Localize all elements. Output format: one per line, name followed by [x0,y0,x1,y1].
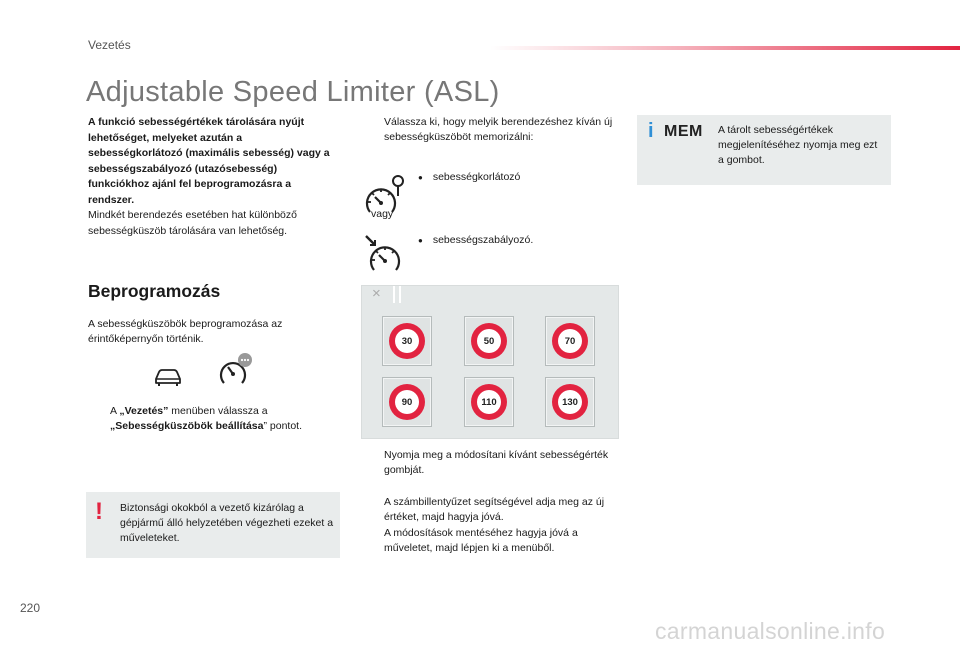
step-select-device: Válassza ki, hogy melyik berendezéshez kíván új sebességküszöböt memorizálni: [362,115,622,145]
screen-divider [393,286,395,303]
info-icon: i [648,120,654,142]
step-press-button: Nyomja meg a módosítani kívánt sebességérték gombját. [362,448,612,478]
warning-text: Biztonsági okokból a vezető kizárólag a gépjármű álló helyzetében végezheti ezeket a műveleteket. [120,502,334,544]
step-save: A módosítások mentéséhez hagyja jóvá a műveletet, majd lépjen ki a menüből. [362,526,617,556]
speed-sign-icon: 50 [471,323,507,359]
cruise-control-icon [364,228,408,272]
screen-divider [399,286,401,303]
programming-paragraph: A sebességküszöbök beprogramozása az érintőképernyőn történik. [88,318,283,345]
speed-button-90[interactable] [382,377,432,427]
section-label: Vezetés [88,38,131,52]
mem-info-text: A tárolt sebességértékek megjelenítéséhez nyomja meg ezt a gombot. [718,124,878,166]
intro-text: Mindkét berendezés esetében hat különböző sebességküszöb tárolására van lehetőség. [88,209,297,237]
touchscreen-mockup [361,285,619,439]
speed-sign-icon: 110 [471,384,507,420]
bullet-icon [362,495,384,525]
bullet-icon [362,526,384,556]
mem-button-label: MEM [664,123,703,140]
mem-info-box [637,115,891,185]
watermark: carmanualsonline.info [655,618,886,644]
screen-topbar [362,286,618,303]
speed-button-70[interactable] [545,316,595,366]
car-icon [153,367,183,387]
speed-button-50[interactable] [464,316,514,366]
speed-settings-icon [219,352,255,386]
speed-sign-icon: 70 [552,323,588,359]
or-text: vagy [371,208,394,220]
option-limiter: ● sebességkorlátozó [418,171,521,183]
close-icon[interactable]: × [372,285,381,302]
intro-paragraph [88,115,338,239]
speed-button-130[interactable] [545,377,595,427]
intro-bold: A funkció sebességértékek tárolására nyújt lehetőséget, melyeket azután a sebességkorlátozó (maximális sebesség) vagy a sebességszabályozó (utazósebesség) funkciókhoz ajánl fel beprogramozásra a rendszer. [88,116,330,206]
bullet-icon [88,404,110,434]
option-cruise: ● sebességszabályozó. [418,234,534,246]
header-gradient-line [490,46,960,50]
speed-button-30[interactable] [382,316,432,366]
bullet-icon [362,115,384,145]
speed-sign-icon: 130 [552,384,588,420]
section-heading: Beprogramozás [88,281,221,301]
step-keypad: A számbillentyűzet segítségével adja meg az új értéket, majd hagyja jóvá. [362,495,617,525]
page-number: 220 [20,601,41,615]
speed-sign-icon: 30 [389,323,425,359]
dot-icon: ● [418,173,423,182]
speed-sign-icon: 90 [389,384,425,420]
step-menu-select: A „Vezetés” menüben válassza a „Sebességküszöbök beállítása” pontot. [88,404,340,434]
page-title: Adjustable Speed Limiter (ASL) [86,76,500,108]
speed-button-110[interactable] [464,377,514,427]
dot-icon: ● [418,236,423,245]
warning-icon: ! [95,498,103,525]
bullet-icon [362,448,384,478]
warning-box [86,492,340,558]
